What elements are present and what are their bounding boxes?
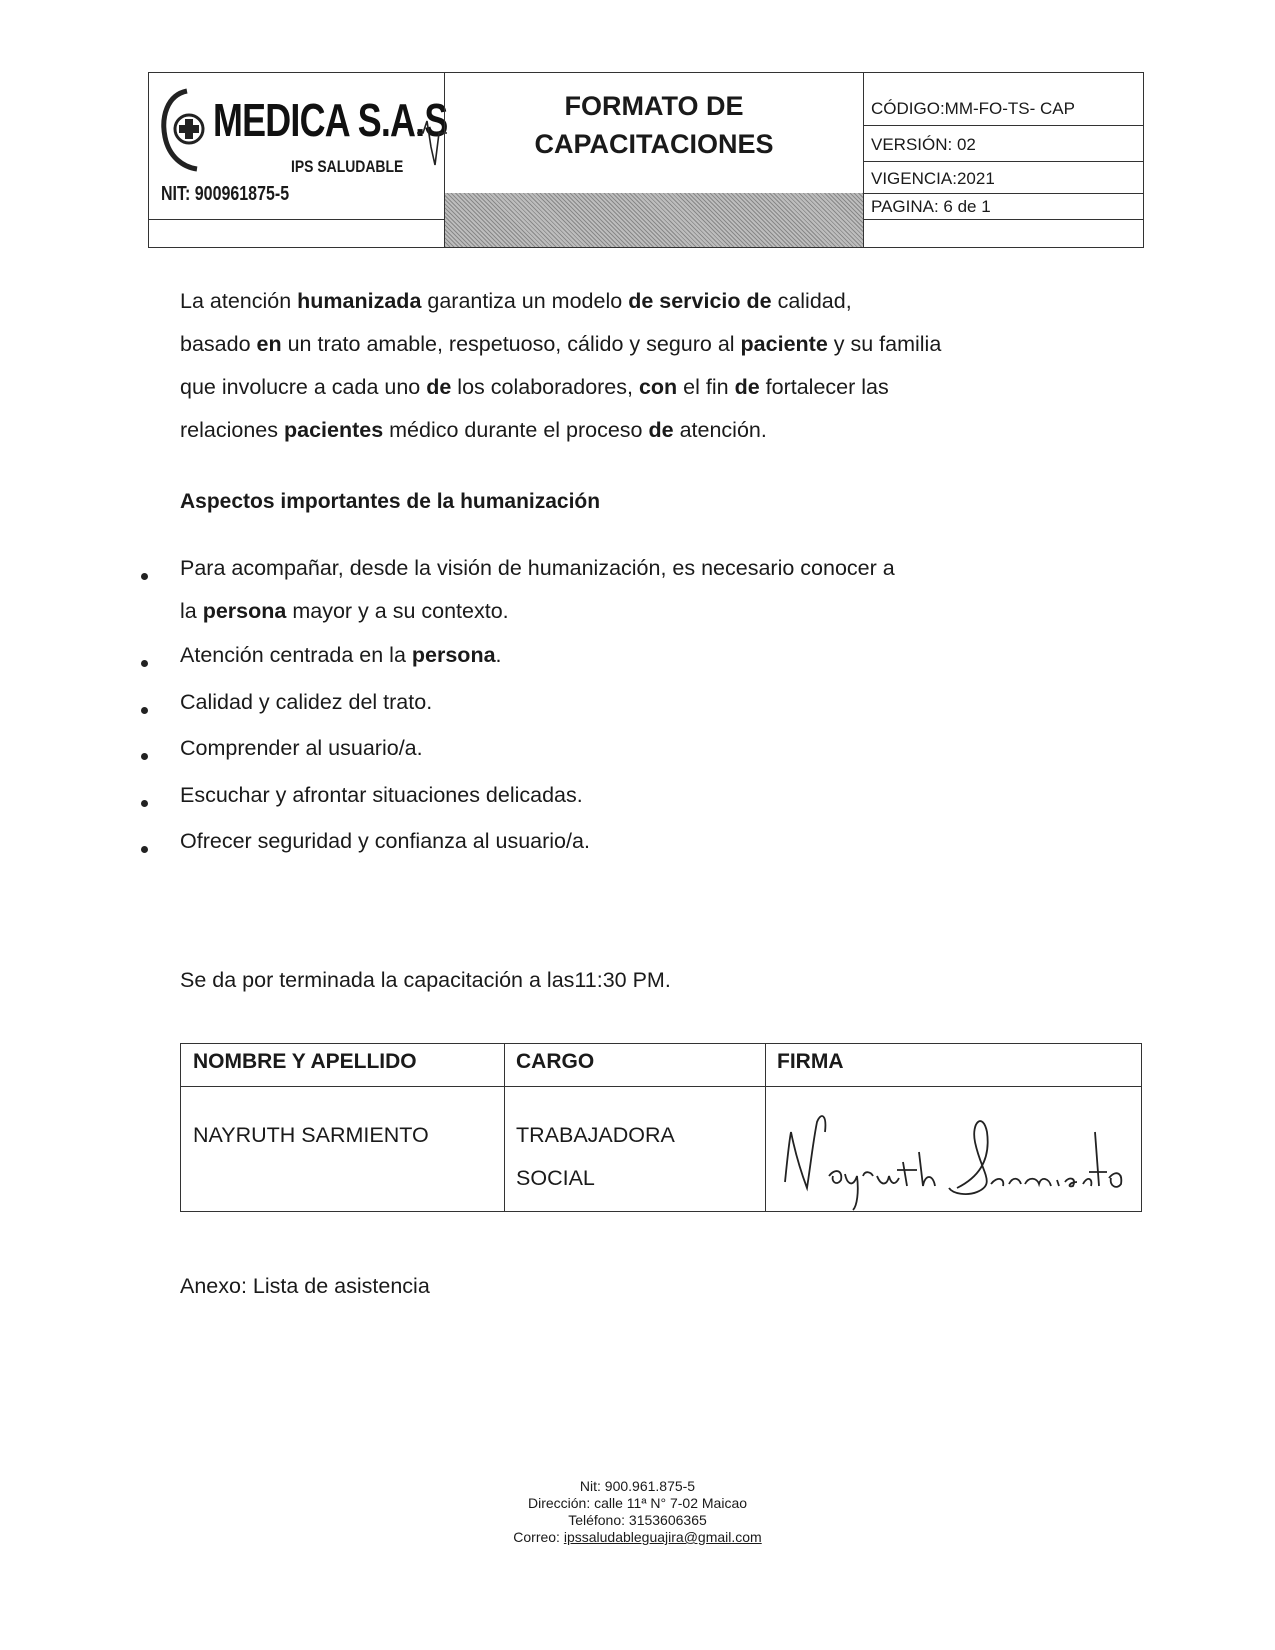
list-item: Calidad y calidez del trato. bbox=[180, 690, 433, 714]
doc-page: PAGINA: 6 de 1 bbox=[871, 197, 991, 216]
list-item: Para acompañar, desde la visión de humanización, es necesario conocer a bbox=[180, 556, 895, 580]
footer-address: Dirección: calle 11ª N° 7-02 Maicao bbox=[527, 1495, 748, 1511]
company-logo bbox=[149, 73, 459, 223]
bullet-icon bbox=[141, 707, 148, 714]
paragraph-line: basado en un trato amable, respetuoso, cálido y seguro al paciente y su familia bbox=[180, 332, 942, 356]
signature-table bbox=[180, 1043, 1142, 1212]
footer-phone: Teléfono: 3153606365 bbox=[568, 1512, 707, 1528]
doc-validity: VIGENCIA:2021 bbox=[871, 169, 995, 188]
cell-name: NAYRUTH SARMIENTO bbox=[193, 1123, 429, 1147]
logo-subtitle: IPS SALUDABLE bbox=[291, 157, 404, 176]
list-item: Escuchar y afrontar situaciones delicadas. bbox=[180, 783, 583, 807]
bullet-icon bbox=[141, 800, 148, 807]
pulse-line-icon bbox=[417, 113, 447, 173]
list-item-continuation: la persona mayor y a su contexto. bbox=[180, 599, 509, 623]
document-footer bbox=[0, 1478, 1275, 1546]
document-header bbox=[148, 72, 1144, 248]
paragraph-line: relaciones pacientes médico durante el proceso de atención. bbox=[180, 418, 767, 442]
column-header-name: NOMBRE Y APELLIDO bbox=[193, 1050, 417, 1073]
title-shaded-bar bbox=[445, 193, 863, 247]
doc-version: VERSIÓN: 02 bbox=[871, 135, 976, 154]
medical-cross-icon bbox=[157, 87, 217, 173]
bullet-icon bbox=[141, 573, 148, 580]
list-item: Atención centrada en la persona. bbox=[180, 643, 502, 667]
list-item: Ofrecer seguridad y confianza al usuario/a. bbox=[180, 829, 590, 853]
paragraph-line: que involucre a cada uno de los colaboradores, con el fin de fortalecer las bbox=[180, 375, 889, 399]
intro-paragraph bbox=[180, 280, 1080, 452]
column-header-signature: FIRMA bbox=[777, 1050, 844, 1073]
list-item: Comprender al usuario/a. bbox=[180, 736, 423, 760]
closing-statement: Se da por terminada la capacitación a las11:30 PM. bbox=[180, 968, 671, 992]
paragraph-line: La atención humanizada garantiza un modelo de servicio de calidad, bbox=[180, 289, 852, 313]
footer-email: Correo: ipssaludableguajira@gmail.com bbox=[513, 1529, 762, 1545]
handwritten-signature bbox=[777, 1092, 1139, 1212]
cell-role: TRABAJADORA SOCIAL bbox=[516, 1123, 675, 1190]
doc-code: CÓDIGO:MM-FO-TS- CAP bbox=[871, 99, 1075, 118]
bullet-icon bbox=[141, 753, 148, 760]
email-link[interactable]: ipssaludableguajira@gmail.com bbox=[563, 1529, 762, 1545]
footer-nit: Nit: 900.961.875-5 bbox=[579, 1478, 696, 1494]
company-nit: NIT: 900961875-5 bbox=[161, 183, 290, 205]
bullet-icon bbox=[141, 846, 148, 853]
document-title: FORMATO DE CAPACITACIONES bbox=[534, 91, 774, 159]
logo-title: MEDICA S.A.S bbox=[213, 94, 448, 146]
bullet-icon bbox=[141, 660, 148, 667]
annex-note: Anexo: Lista de asistencia bbox=[180, 1274, 430, 1298]
column-header-role: CARGO bbox=[516, 1050, 595, 1073]
aspects-title: Aspectos importantes de la humanización bbox=[180, 490, 601, 513]
